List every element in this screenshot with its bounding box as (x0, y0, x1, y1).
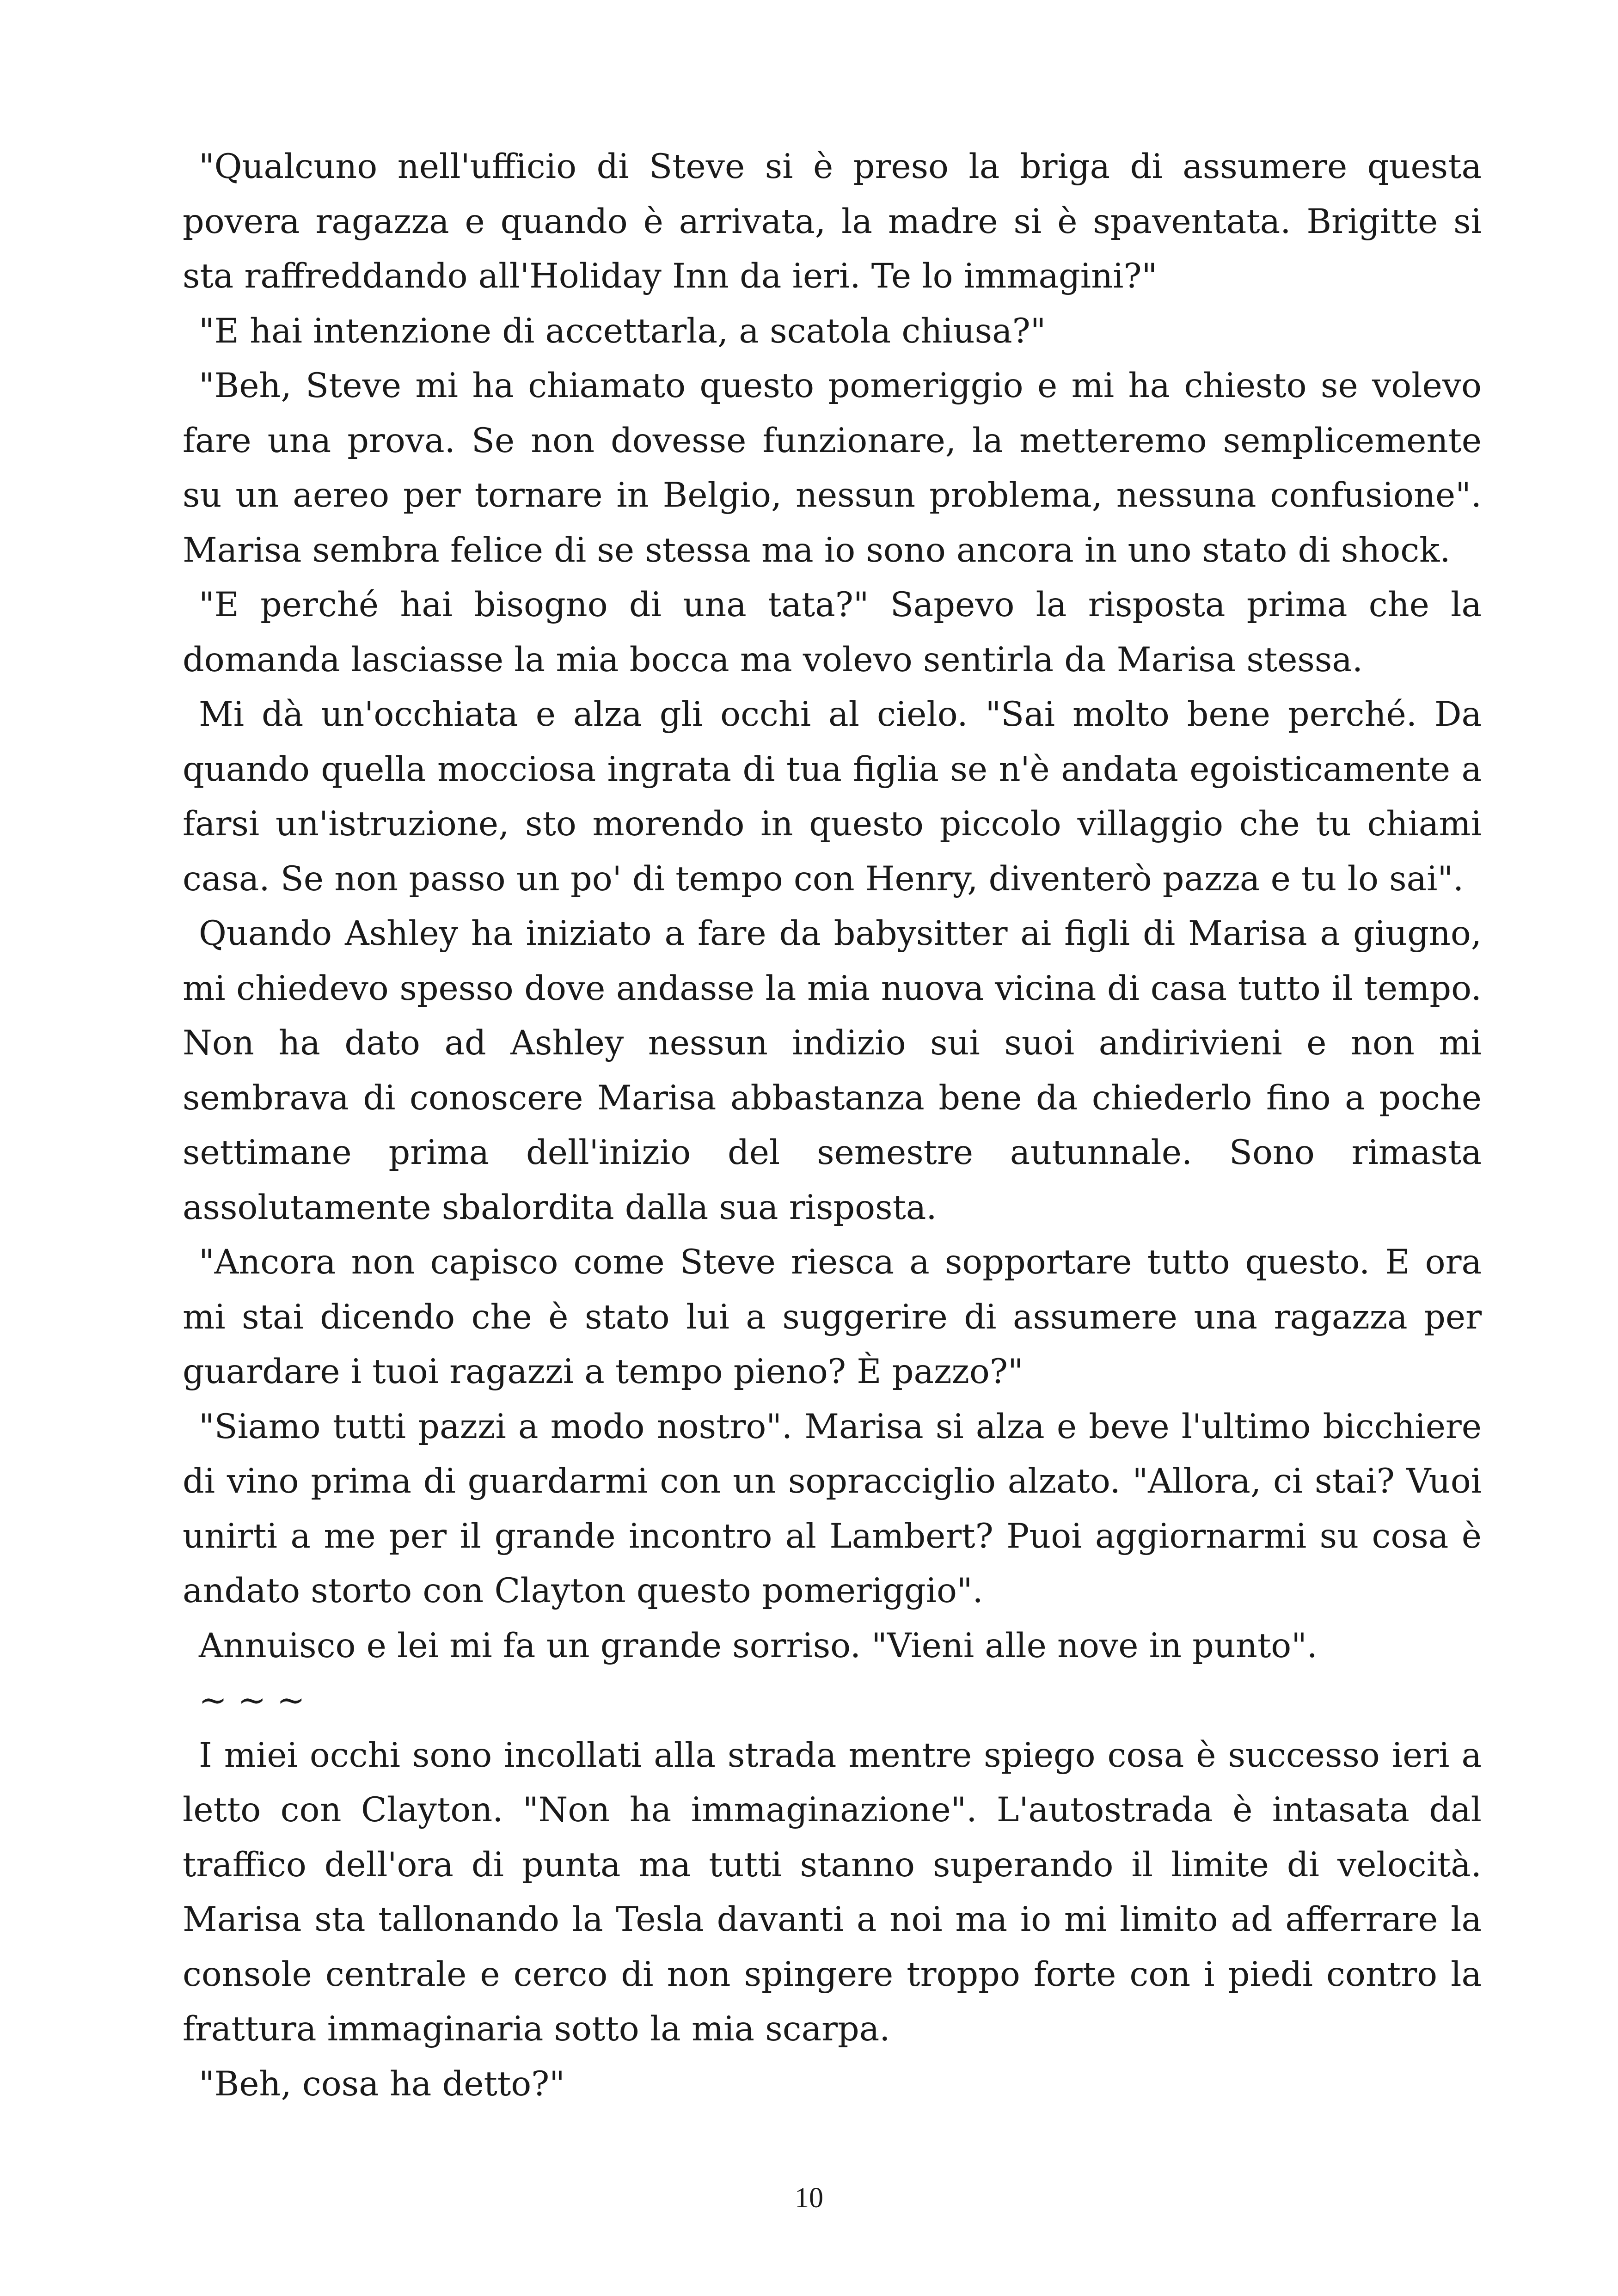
paragraph: Mi dà un'occhiata e alza gli occhi al cielo. "Sai molto bene perché. Da quando quella mocciosa ingrata di tua figlia se n'è andata egoisticamente a farsi un'istruzione, sto morendo in questo piccolo villaggio che tu chiami casa. Se non passo un po' di tempo con Henry, diventerò pazza e tu lo sai". (183, 695, 1482, 899)
paragraph: "Qualcuno nell'ufficio di Steve si è preso la briga di assumere questa povera ragazza e quando è arrivata, la madre si è spaventata. Brigitte si sta raffreddando all'Holiday Inn da ieri. Te lo immagini?" (183, 147, 1482, 296)
paragraph: "E perché hai bisogno di una tata?" Sapevo la risposta prima che la domanda lasciasse la mia bocca ma volevo sentirla da Marisa stessa. (183, 585, 1482, 680)
paragraph: "Ancora non capisco come Steve riesca a sopportare tutto questo. E ora mi stai dicendo che è stato lui a suggerire di assumere una ragazza per guardare i tuoi ragazzi a tempo pieno? È pazzo?" (183, 1243, 1482, 1391)
scene-break: ~ ~ ~ (199, 1681, 305, 1720)
paragraph: Annuisco e lei mi fa un grande sorriso. "Vieni alle nove in punto". (199, 1626, 1318, 1665)
paragraph: "E hai intenzione di accettarla, a scatola chiusa?" (199, 311, 1046, 351)
paragraph: Quando Ashley ha iniziato a fare da babysitter ai figli di Marisa a giugno, mi chiedevo spesso dove andasse la mia nuova vicina di casa tutto il tempo. Non ha dato ad Ashley nessun indizio sui suoi andirivieni e non mi sembrava di conoscere Marisa abbastanza bene da chiederlo fino a poche settimane prima dell'inizio del semestre autunnale. Sono rimasta assolutamente sbalordita dalla sua risposta. (183, 914, 1482, 1227)
body-text (183, 140, 1482, 2112)
page-number: 10 (795, 2182, 823, 2214)
paragraph: "Beh, cosa ha detto?" (199, 2064, 565, 2104)
paragraph: "Beh, Steve mi ha chiamato questo pomeriggio e mi ha chiesto se volevo fare una prova. Se non dovesse funzionare, la metteremo semplicemente su un aereo per tornare in Belgio, nessun problema, nessuna confusione". Marisa sembra felice di se stessa ma io sono ancora in uno stato di shock. (183, 366, 1482, 570)
paragraph: "Siamo tutti pazzi a modo nostro". Marisa si alza e beve l'ultimo bicchiere di vino prima di guardarmi con un sopracciglio alzato. "Allora, ci stai? Vuoi unirti a me per il grande incontro al Lambert? Puoi aggiornarmi su cosa è andato storto con Clayton questo pomeriggio". (183, 1407, 1482, 1610)
paragraph: I miei occhi sono incollati alla strada mentre spiego cosa è successo ieri a letto con Clayton. "Non ha immaginazione". L'autostrada è intasata dal traffico dell'ora di punta ma tutti stanno superando il limite di velocità. Marisa sta tallonando la Tesla davanti a noi ma io mi limito ad afferrare la console centrale e cerco di non spingere troppo forte con i piedi contro la frattura immaginaria sotto la mia scarpa. (183, 1735, 1482, 2049)
